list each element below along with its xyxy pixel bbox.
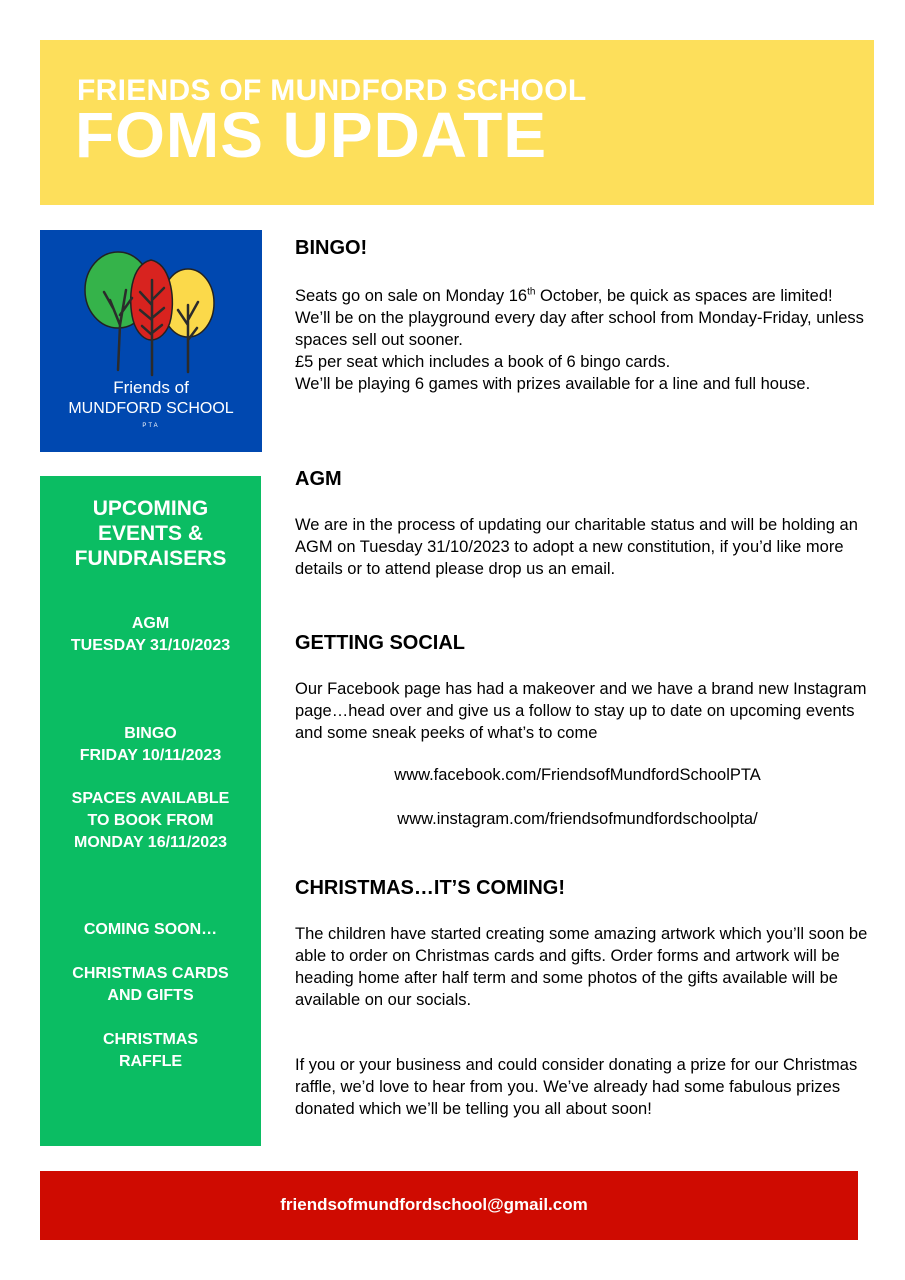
sidebar-cards: CHRISTMAS CARDS AND GIFTS bbox=[72, 965, 229, 1004]
header-subtitle: FRIENDS OF MUNDFORD SCHOOL bbox=[77, 74, 587, 107]
sidebar-agm: AGM TUESDAY 31/10/2023 bbox=[70, 615, 231, 654]
agm-text: We are in the process of updating our charitable status and will be holding an AGM on Tuesday 31/10/2023 to adopt a new constitution, if you’d like more details or to attend please drop us an email. bbox=[295, 516, 858, 578]
christmas-heading: CHRISTMAS…IT’S COMING! bbox=[295, 877, 565, 899]
bingo-heading: BINGO! bbox=[295, 237, 368, 259]
contact-email[interactable]: friendsofmundfordschool@gmail.com bbox=[280, 1195, 588, 1214]
header-banner bbox=[40, 40, 874, 205]
christmas-text: The children have started creating some amazing artwork which you’ll soon be able to order on Christmas cards and gifts. Order forms and artwork will be heading home after half term and some photos of the gifts available will be available on our socials. bbox=[295, 925, 868, 1009]
upcoming-events-panel bbox=[40, 476, 261, 1146]
pta-logo bbox=[40, 230, 262, 452]
sidebar-coming-soon: COMING SOON… bbox=[83, 921, 218, 938]
facebook-link[interactable]: www.facebook.com/FriendsofMundfordSchoolPTA bbox=[394, 766, 761, 784]
logo-line3: PTA bbox=[142, 423, 160, 429]
social-text: Our Facebook page has had a makeover and we have a brand new Instagram page…head over and give us a follow to stay up to date on upcoming events and some sneak peeks of what’s to come bbox=[295, 680, 867, 742]
raffle-text: If you or your business and could consider donating a prize for our Christmas raffle, we’d love to hear from you. We’ve already had some fabulous prizes donated which we’ll be telling you all about soon! bbox=[295, 1056, 858, 1118]
sidebar-heading: UPCOMING EVENTS & FUNDRAISERS bbox=[74, 497, 227, 570]
sidebar-raffle: CHRISTMAS RAFFLE bbox=[102, 1031, 199, 1070]
sidebar-spaces: SPACES AVAILABLE TO BOOK FROM MONDAY 16/11/2023 bbox=[71, 790, 230, 851]
footer-banner bbox=[40, 1171, 858, 1240]
social-heading: GETTING SOCIAL bbox=[295, 632, 465, 654]
logo-line1: Friends of bbox=[113, 378, 189, 397]
instagram-link[interactable]: www.instagram.com/friendsofmundfordschoolpta/ bbox=[397, 810, 758, 828]
sidebar-bingo: BINGO FRIDAY 10/11/2023 bbox=[79, 725, 222, 764]
header-title: FOMS UPDATE bbox=[75, 99, 548, 171]
bingo-text: Seats go on sale on Monday 16th October, be quick as spaces are limited! We’ll be on the playground every day after school from Monday-Friday, unless spaces sell out sooner. £5 per seat which includes a book of 6 bingo cards. We’ll be playing 6 games with prizes available for a line and full house. bbox=[295, 286, 864, 393]
agm-heading: AGM bbox=[295, 468, 342, 490]
logo-line2: MUNDFORD SCHOOL bbox=[68, 400, 234, 417]
trees-illustration bbox=[40, 230, 262, 452]
